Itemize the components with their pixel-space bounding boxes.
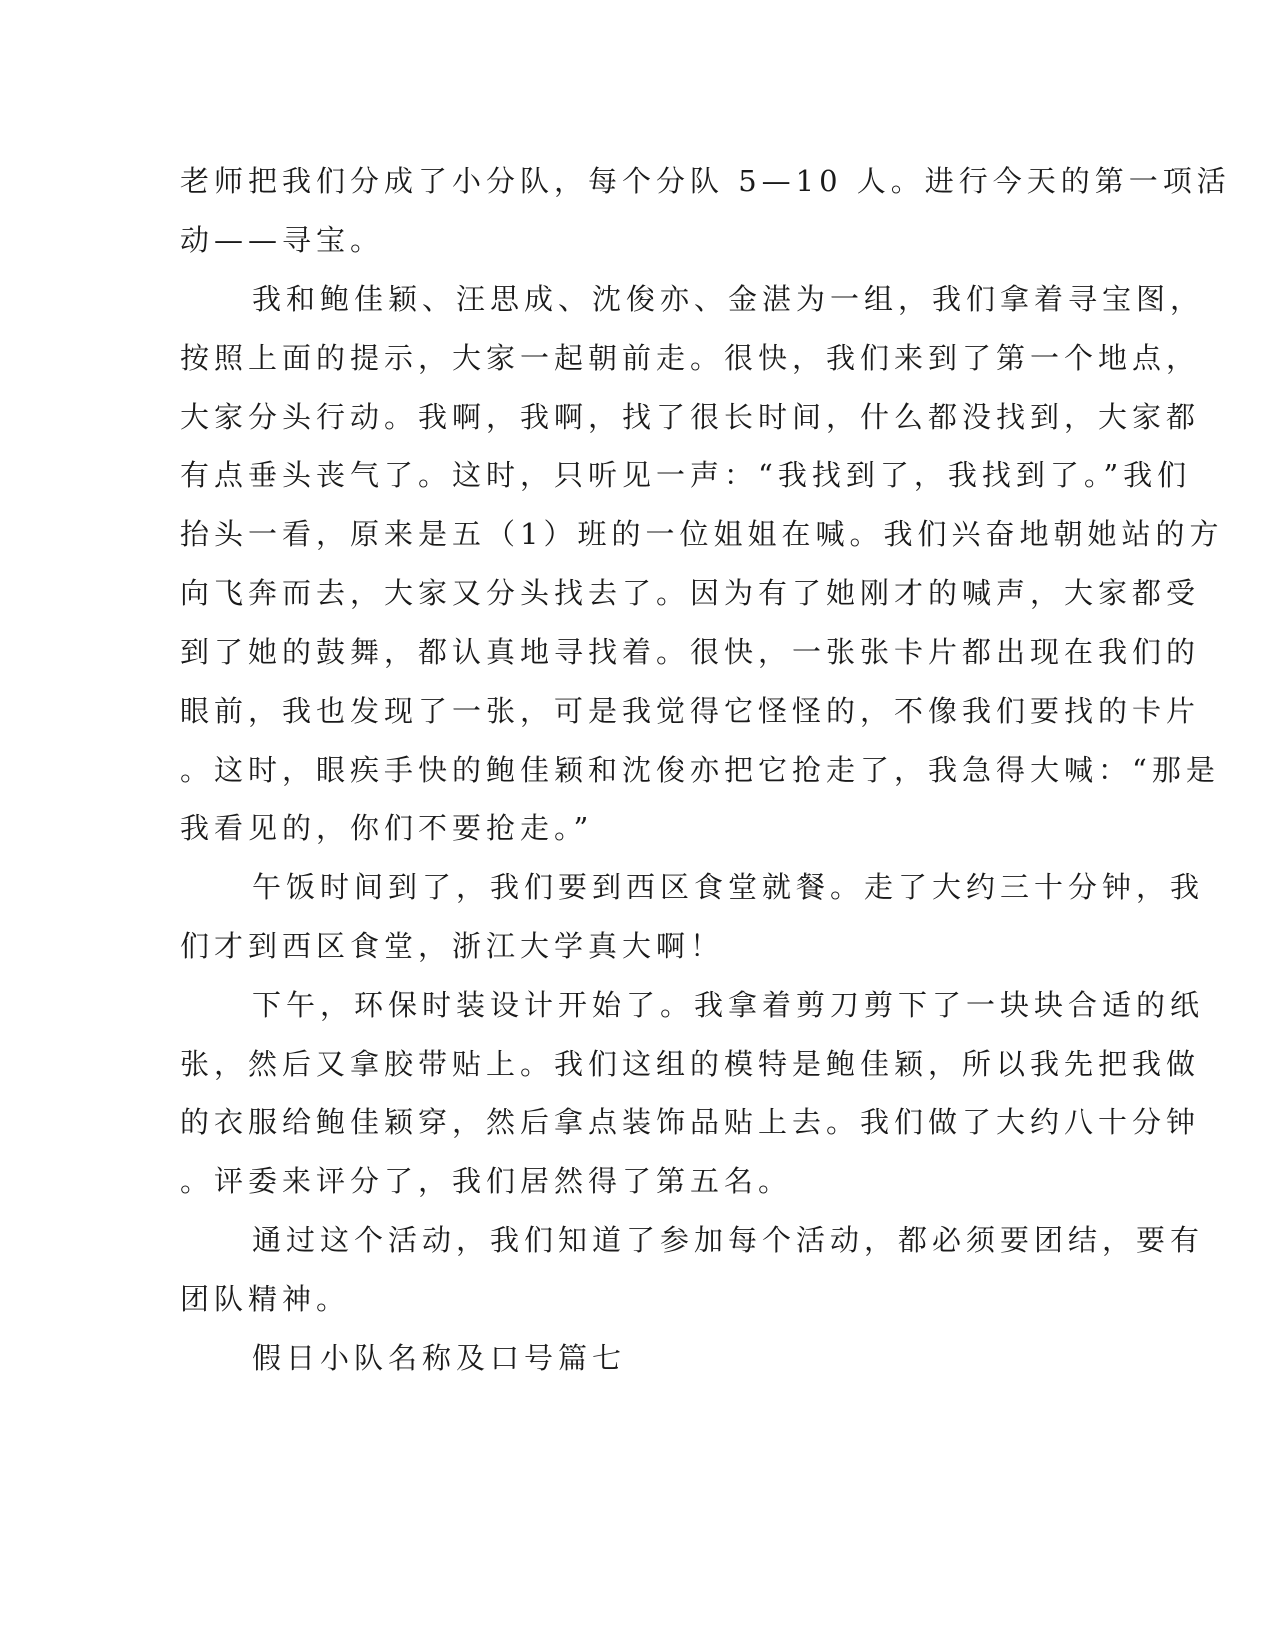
- paragraph-start-line: 午饭时间到了，我们要到西区食堂就餐。走了大约三十分钟，我: [252, 870, 1205, 904]
- text-line: 我看见的，你们不要抢走。”: [180, 811, 594, 845]
- text-line: 老师把我们分成了小分队，每个分队 5—10 人。进行今天的第一项活: [180, 164, 1231, 198]
- text-line: 动——寻宝。: [180, 223, 385, 257]
- text-line: 团队精神。: [180, 1282, 351, 1316]
- text-line: 按照上面的提示，大家一起朝前走。很快，我们来到了第一个地点，: [180, 341, 1201, 375]
- paragraph-start-line: 我和鲍佳颖、汪思成、沈俊亦、金湛为一组，我们拿着寻宝图，: [252, 282, 1205, 316]
- text-line: 有点垂头丧气了。这时，只听见一声：“我找到了，我找到了。”我们: [180, 458, 1192, 492]
- paragraph-start-line: 通过这个活动，我们知道了参加每个活动，都必须要团结，要有: [252, 1223, 1205, 1257]
- text-line: 到了她的鼓舞，都认真地寻找着。很快，一张张卡片都出现在我们的: [180, 635, 1201, 669]
- text-line: 的衣服给鲍佳颖穿，然后拿点装饰品贴上去。我们做了大约八十分钟: [180, 1105, 1201, 1139]
- text-line: 。评委来评分了，我们居然得了第五名。: [180, 1164, 793, 1198]
- text-line: 向飞奔而去，大家又分头找去了。因为有了她刚才的喊声，大家都受: [180, 576, 1201, 610]
- text-line: 大家分头行动。我啊，我啊，找了很长时间，什么都没找到，大家都: [180, 400, 1201, 434]
- section-heading: 假日小队名称及口号篇七: [252, 1341, 627, 1375]
- text-line: 。这时，眼疾手快的鲍佳颖和沈俊亦把它抢走了，我急得大喊：“那是: [180, 753, 1220, 787]
- text-line: 张，然后又拿胶带贴上。我们这组的模特是鲍佳颖，所以我先把我做: [180, 1047, 1201, 1081]
- text-line: 抬头一看，原来是五（1）班的一位姐姐在喊。我们兴奋地朝她站的方: [180, 517, 1224, 551]
- text-line: 们才到西区食堂，浙江大学真大啊！: [180, 929, 725, 963]
- text-line: 眼前，我也发现了一张，可是我觉得它怪怪的，不像我们要找的卡片: [180, 694, 1201, 728]
- paragraph-start-line: 下午，环保时装设计开始了。我拿着剪刀剪下了一块块合适的纸: [252, 988, 1205, 1022]
